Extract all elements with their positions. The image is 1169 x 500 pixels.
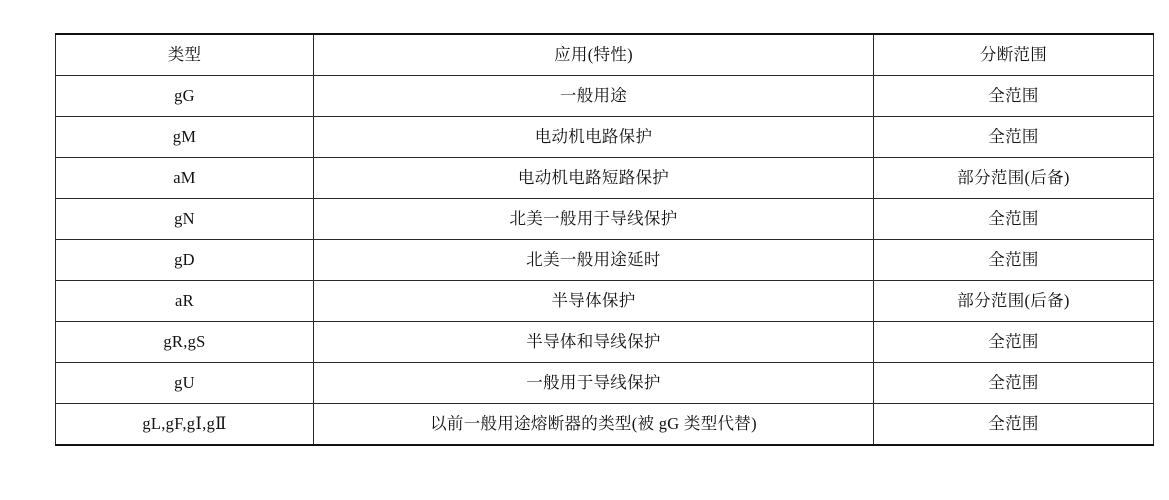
table-row — [56, 240, 1154, 281]
cell-type — [56, 117, 314, 158]
cell-range — [874, 76, 1154, 117]
table-row — [56, 404, 1154, 446]
cell-type-text: gL,gF,gⅠ,gⅡ — [142, 414, 227, 434]
cell-application-text: 半导体和导线保护 — [526, 332, 661, 352]
cell-application-text: 北美一般用于导线保护 — [509, 209, 678, 229]
cell-application-text: 半导体保护 — [551, 291, 636, 311]
cell-application-text: 电动机电路短路保护 — [517, 168, 670, 188]
cell-type — [56, 404, 314, 446]
cell-type — [56, 158, 314, 199]
cell-range-text: 部分范围(后备) — [957, 168, 1070, 188]
fuse-type-table-container — [55, 33, 1114, 446]
table-row — [56, 322, 1154, 363]
cell-range — [874, 117, 1154, 158]
column-header-range — [874, 34, 1154, 76]
table-row — [56, 158, 1154, 199]
cell-type-text: gD — [174, 250, 195, 270]
cell-type — [56, 199, 314, 240]
cell-application — [314, 199, 874, 240]
column-header-type — [56, 34, 314, 76]
cell-range-text: 全范围 — [988, 332, 1039, 352]
table-row — [56, 363, 1154, 404]
cell-application — [314, 404, 874, 446]
column-header-type-label: 类型 — [167, 45, 202, 65]
cell-range-text: 全范围 — [988, 414, 1039, 434]
cell-type-text: gR,gS — [163, 332, 206, 352]
cell-type-text: gM — [172, 127, 197, 147]
cell-application — [314, 281, 874, 322]
cell-type-text: gU — [174, 373, 195, 393]
cell-type-text: gN — [174, 209, 195, 229]
cell-application — [314, 322, 874, 363]
column-header-range-label: 分断范围 — [979, 45, 1048, 65]
cell-type — [56, 281, 314, 322]
cell-range — [874, 158, 1154, 199]
cell-range-text: 全范围 — [988, 250, 1039, 270]
cell-range-text: 全范围 — [988, 127, 1039, 147]
cell-application — [314, 76, 874, 117]
table-header-row — [56, 34, 1154, 76]
cell-range — [874, 281, 1154, 322]
table-row — [56, 76, 1154, 117]
cell-range-text: 全范围 — [988, 86, 1039, 106]
table-row — [56, 199, 1154, 240]
table-row — [56, 281, 1154, 322]
cell-range — [874, 199, 1154, 240]
cell-type-text: gG — [174, 86, 195, 106]
cell-range — [874, 322, 1154, 363]
cell-type — [56, 363, 314, 404]
cell-type-text: aM — [173, 168, 196, 188]
fuse-type-table — [55, 33, 1154, 446]
cell-type-text: aR — [175, 291, 194, 311]
cell-type — [56, 240, 314, 281]
cell-application-text: 电动机电路保护 — [534, 127, 653, 147]
cell-application — [314, 158, 874, 199]
cell-application — [314, 117, 874, 158]
cell-application-text: 一般用于导线保护 — [526, 373, 661, 393]
cell-application — [314, 363, 874, 404]
cell-range-text: 全范围 — [988, 209, 1039, 229]
cell-range — [874, 404, 1154, 446]
table-row — [56, 117, 1154, 158]
cell-range-text: 全范围 — [988, 373, 1039, 393]
cell-application — [314, 240, 874, 281]
cell-range — [874, 240, 1154, 281]
cell-application-text: 以前一般用途熔断器的类型(被 gG 类型代替) — [430, 414, 757, 434]
column-header-application-label: 应用(特性) — [554, 45, 633, 65]
cell-type — [56, 76, 314, 117]
cell-application-text: 北美一般用途延时 — [526, 250, 661, 270]
cell-application-text: 一般用途 — [559, 86, 628, 106]
cell-range — [874, 363, 1154, 404]
column-header-application — [314, 34, 874, 76]
cell-range-text: 部分范围(后备) — [957, 291, 1070, 311]
cell-type — [56, 322, 314, 363]
